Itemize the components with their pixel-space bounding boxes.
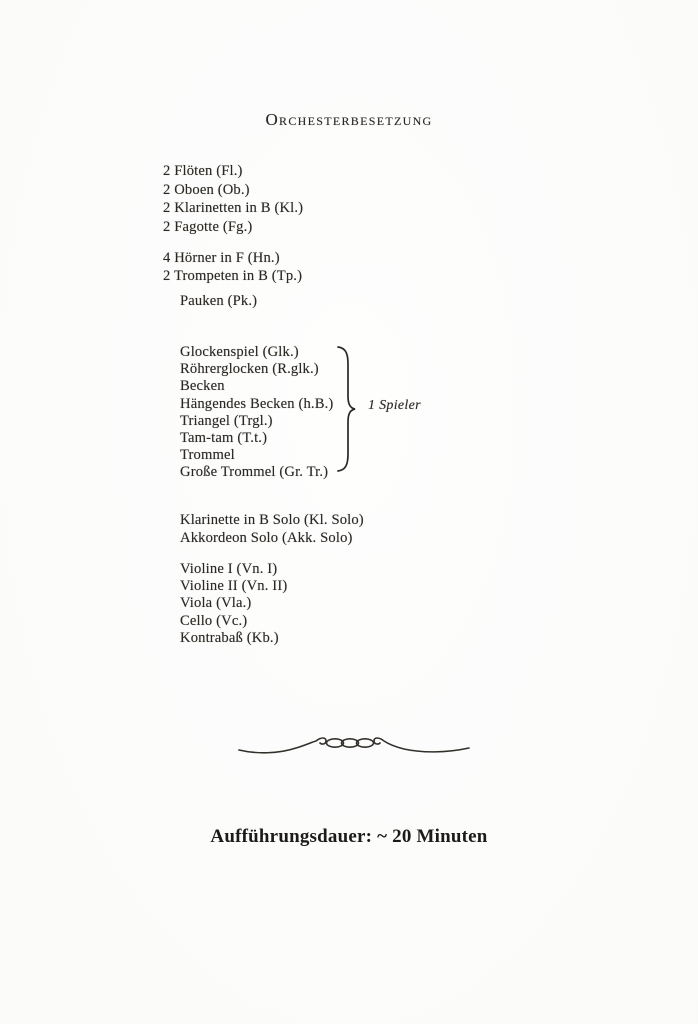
section-percussion — [163, 344, 333, 482]
instrument-line: 2 Fagotte (Fg.) — [163, 218, 253, 235]
instrument-line: Viola (Vla.) — [180, 595, 252, 612]
instrument-line: Violine I (Vn. I) — [180, 561, 278, 577]
instrument-line: 4 Hörner in F (Hn.) — [163, 250, 280, 266]
instrument-line: Glockenspiel (Glk.) — [180, 344, 299, 360]
instrument-line: Große Trommel (Gr. Tr.) — [180, 464, 329, 481]
flourish-divider-icon — [238, 730, 470, 760]
instrument-line: Kontrabaß (Kb.) — [180, 629, 279, 646]
instrument-line: Akkordeon Solo (Akk. Solo) — [180, 530, 353, 546]
instrument-line: Tam-tam (T.t.) — [180, 430, 268, 447]
instrument-line: Klarinette in B Solo (Kl. Solo) — [180, 512, 364, 528]
section-strings — [163, 561, 287, 647]
page-title: Orchesterbesetzung — [265, 110, 433, 129]
instrument-line: Violine II (Vn. II) — [180, 578, 288, 595]
instrument-line: Pauken (Pk.) — [180, 293, 258, 309]
instrument-line: Triangel (Trgl.) — [180, 412, 273, 429]
instrument-line: 2 Klarinetten in B (Kl.) — [163, 200, 304, 217]
brace-icon — [335, 345, 357, 473]
section-brass — [163, 249, 302, 285]
instrument-line: 2 Trompeten in B (Tp.) — [163, 268, 303, 284]
instrument-line: Becken — [180, 378, 225, 395]
percussion-players-label: 1 Spieler — [368, 398, 421, 413]
instrument-line: 2 Flöten (Fl.) — [163, 163, 243, 179]
instrument-line: 2 Oboen (Ob.) — [163, 181, 250, 198]
instrument-line: Trommel — [180, 447, 235, 464]
section-solos — [163, 511, 364, 547]
section-timpani — [163, 293, 257, 310]
duration-text: Aufführungsdauer: ~ 20 Minuten — [210, 826, 488, 847]
instrument-line: Röhrerglocken (R.glk.) — [180, 361, 319, 378]
instrument-line: Hängendes Becken (h.B.) — [180, 395, 334, 412]
section-woodwinds — [163, 162, 303, 236]
instrument-line: Cello (Vc.) — [180, 612, 248, 629]
